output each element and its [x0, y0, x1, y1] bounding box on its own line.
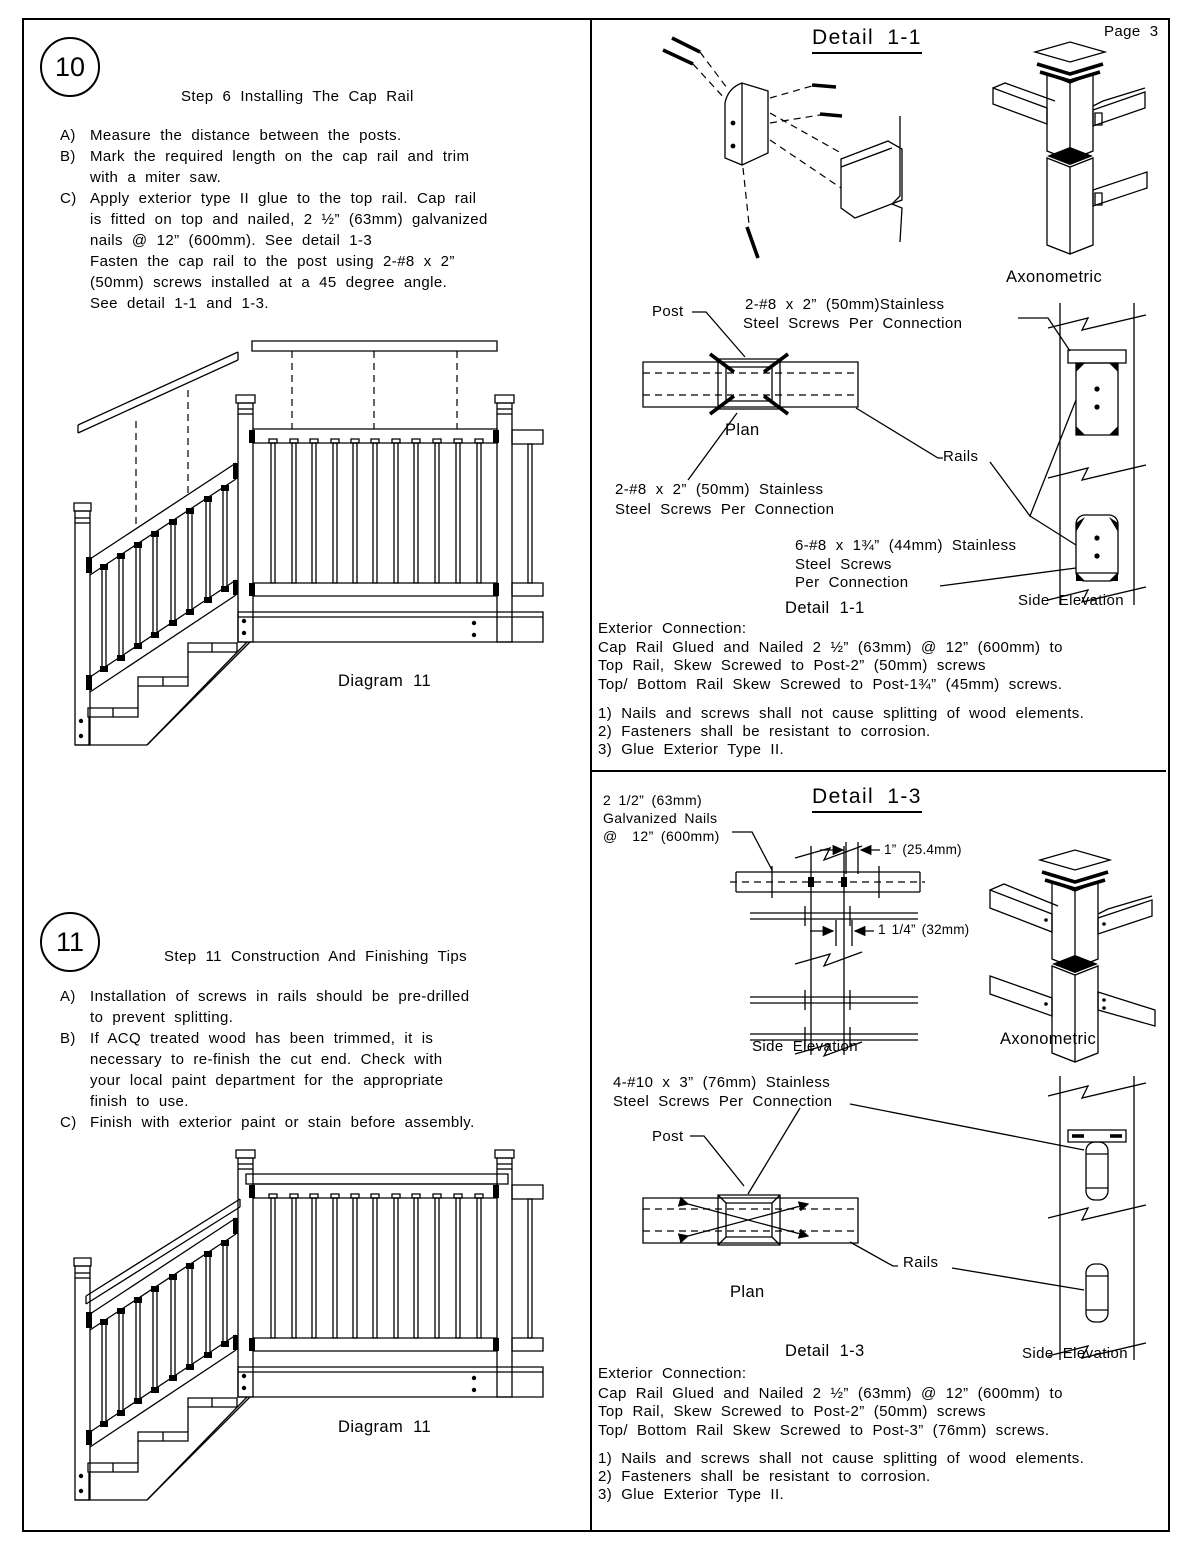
detail13-axonometric-caption: Axonometric [1000, 1030, 1097, 1048]
rail [643, 362, 858, 407]
detail13-post-label: Post [652, 1128, 684, 1145]
instruction-line: necessary to re-finish the cut end. Check with [90, 1051, 443, 1068]
diagram11-caption-2: Diagram 11 [338, 1418, 432, 1436]
instruction-line: your local paint department for the appropriate [90, 1072, 444, 1089]
detail13-nails-label-2: Galvanized Nails [603, 810, 718, 826]
detail11-caption: Detail 1-1 [785, 599, 865, 617]
instruction-line: Installation of screws in rails should be pre-drilled [90, 988, 470, 1005]
step10-badge [40, 37, 100, 97]
detail13-dim-2: 1 1/4” (32mm) [878, 922, 970, 937]
detail13-rule: 3) Glue Exterior Type II. [598, 1486, 785, 1503]
detail11-screws-left-label-2: Steel Screws Per Connection [615, 501, 835, 518]
rail-section [1076, 515, 1118, 581]
detail13-plan-drawing [630, 1180, 870, 1268]
screw-icon [663, 50, 693, 64]
post-cap [74, 503, 91, 511]
stair-balusters [100, 1240, 229, 1427]
instruction-line: to prevent splitting. [90, 1009, 234, 1026]
detail13-dim-1: 1” (25.4mm) [884, 842, 962, 857]
detail11-screws-bottom-label-1: 6-#8 x 1¾” (44mm) Stainless [795, 537, 1017, 554]
step10-title: Step 6 Installing The Cap Rail [181, 88, 414, 105]
detail11-axonometric-drawing [985, 40, 1155, 265]
item-label: C) [60, 190, 77, 207]
deck-balusters [269, 439, 532, 583]
detail13-nailing-elevation-drawing [725, 830, 945, 1065]
instruction-line: is fitted on top and nailed, 2 ½” (63mm) galvanized [90, 211, 488, 228]
detail11-side-elevation-drawing [1040, 295, 1160, 615]
stair-steps [75, 1397, 250, 1500]
detail11-rule: 3) Glue Exterior Type II. [598, 741, 785, 758]
detail13-nails-label-3: @ 12” (600mm) [603, 828, 720, 844]
detail13-rule: 2) Fasteners shall be resistant to corrosion. [598, 1468, 931, 1485]
detail11-screws-left-label-1: 2-#8 x 2” (50mm) Stainless [615, 481, 824, 498]
detail13-side-elevation-caption-right: Side Elevation [1022, 1345, 1128, 1362]
instruction-line: nails @ 12” (600mm). See detail 1-3 [90, 232, 373, 249]
cap-rail-exploded [252, 341, 497, 351]
break-mark [795, 952, 862, 966]
detail13-title: Detail 1-3 [812, 785, 922, 813]
screw-body [1086, 1142, 1108, 1200]
post-cap [236, 395, 255, 403]
rail [1093, 92, 1145, 126]
rail [1098, 900, 1152, 934]
cap-rail [1068, 350, 1126, 363]
detail13-side-elevation-drawing [1040, 1068, 1160, 1368]
deck-balusters [269, 1194, 532, 1338]
step10-badge-number: 10 [54, 51, 86, 82]
diagram-11-assembled-drawing [40, 1140, 580, 1525]
detail13-rails-label: Rails [903, 1254, 939, 1271]
detail11-plan-caption: Plan [725, 421, 760, 439]
item-label: B) [60, 148, 76, 165]
instruction-line: Apply exterior type II glue to the top rail. Cap rail [90, 190, 477, 207]
post-cap [495, 395, 514, 403]
screw-icon [820, 114, 842, 116]
diagram-11-exploded-drawing [40, 330, 580, 750]
detail13-side-elevation-caption-left: Side Elevation [752, 1038, 858, 1055]
detail13-nails-label-1: 2 1/2” (63mm) [603, 792, 703, 808]
stair-railing [74, 352, 250, 745]
post-section-cut [1047, 147, 1093, 165]
detail11-plan-drawing [630, 340, 870, 432]
stair-bottom-rail [90, 580, 236, 677]
rail [990, 976, 1052, 1016]
stair-railing [74, 1199, 250, 1500]
detail11-exploded-sketch [630, 28, 930, 273]
post-section-cut [1052, 955, 1098, 973]
step11-badge [40, 912, 100, 972]
instruction-line: Finish with exterior paint or stain before assembly. [90, 1114, 475, 1131]
detail11-rule: 1) Nails and screws shall not cause splitting of wood elements. [598, 705, 1085, 722]
detail11-side-elevation-caption: Side Elevation [1018, 592, 1124, 609]
detail11-screws-bottom-label-2: Steel Screws [795, 556, 892, 573]
instruction-line: Mark the required length on the cap rail and trim [90, 148, 470, 165]
instruction-line: Fasten the cap rail to the post using 2-#8 x 2” [90, 253, 455, 270]
detail13-notes-heading: Exterior Connection: [598, 1365, 747, 1382]
skew-screw [764, 396, 788, 414]
screw-body [1086, 1264, 1108, 1322]
instruction-line: with a miter saw. [90, 169, 222, 186]
detail13-note-line: Cap Rail Glued and Nailed 2 ½” (63mm) @ 12” (600mm) to [598, 1385, 1063, 1402]
detail11-note-line: Cap Rail Glued and Nailed 2 ½” (63mm) @ 12” (600mm) to [598, 639, 1063, 656]
rail-block [841, 141, 902, 218]
instruction-line: finish to use. [90, 1093, 189, 1110]
cap-rail-installed [246, 1174, 508, 1184]
break-mark [795, 846, 862, 860]
instruction-line: Measure the distance between the posts. [90, 127, 402, 144]
detail13-rule: 1) Nails and screws shall not cause splitting of wood elements. [598, 1450, 1085, 1467]
screw-icon [812, 85, 836, 87]
diagram11-caption: Diagram 11 [338, 672, 432, 690]
detail13-note-line: Top/ Bottom Rail Skew Screwed to Post-3” (76mm) screws. [598, 1422, 1050, 1439]
detail11-title: Detail 1-1 [812, 26, 922, 54]
rail [1093, 172, 1147, 206]
rail [990, 890, 1052, 932]
detail-section-separator [592, 770, 1166, 772]
stair-balusters [100, 485, 229, 672]
rail-section [1076, 363, 1118, 435]
instruction-line: See detail 1-1 and 1-3. [90, 295, 269, 312]
item-label: A) [60, 127, 76, 144]
step11-instructions [60, 986, 570, 1133]
step11-title: Step 11 Construction And Finishing Tips [164, 948, 467, 965]
detail13-screws-label-1: 4-#10 x 3” (76mm) Stainless [613, 1074, 831, 1091]
item-label: A) [60, 988, 76, 1005]
detail11-rule: 2) Fasteners shall be resistant to corrosion. [598, 723, 931, 740]
detail11-note-line: Top/ Bottom Rail Skew Screwed to Post-1¾” (45mm) screws. [598, 676, 1063, 693]
post-cap [1035, 42, 1105, 62]
column-divider [590, 18, 592, 1530]
rail [1098, 992, 1155, 1026]
detail13-plan-caption: Plan [730, 1283, 765, 1301]
screw-icon [747, 227, 758, 258]
step10-instructions [60, 125, 570, 314]
break-mark [1048, 315, 1146, 330]
detail11-post-label: Post [652, 303, 684, 320]
post-cap [1040, 850, 1110, 870]
detail13-caption: Detail 1-3 [785, 1342, 865, 1360]
item-label: C) [60, 1114, 77, 1131]
detail11-screws-top-label-1: 2-#8 x 2” (50mm)Stainless [745, 296, 945, 313]
detail11-axonometric-caption: Axonometric [1006, 268, 1103, 286]
detail11-screws-bottom-label-3: Per Connection [795, 574, 909, 591]
break-mark [1048, 1205, 1146, 1220]
step11-badge-number: 11 [55, 926, 85, 957]
break-mark [1048, 465, 1146, 480]
stair-top-rail [90, 463, 236, 559]
skew-screw [710, 354, 734, 372]
break-line [892, 116, 902, 242]
skew-screw [764, 354, 788, 372]
item-label: B) [60, 1030, 76, 1047]
rail [993, 88, 1047, 124]
stringer-edge [147, 642, 250, 745]
detail11-notes-heading: Exterior Connection: [598, 620, 747, 637]
detail11-rails-label: Rails [943, 448, 979, 465]
break-mark [1048, 1083, 1146, 1098]
deck-bottom-rail [253, 583, 497, 596]
instruction-line: If ACQ treated wood has been trimmed, it is [90, 1030, 434, 1047]
detail13-note-line: Top Rail, Skew Screwed to Post-2” (50mm) screws [598, 1403, 986, 1420]
detail11-screws-top-label-2: Steel Screws Per Connection [743, 315, 963, 332]
page-number: Page 3 [1104, 23, 1159, 40]
detail13-screws-label-2: Steel Screws Per Connection [613, 1093, 833, 1110]
instruction-line: (50mm) screws installed at a 45 degree angle. [90, 274, 448, 291]
skew-screw [710, 396, 734, 414]
detail11-note-line: Top Rail, Skew Screwed to Post-2” (50mm) screws [598, 657, 986, 674]
screw-icon [672, 38, 700, 52]
stair-steps [75, 642, 250, 745]
